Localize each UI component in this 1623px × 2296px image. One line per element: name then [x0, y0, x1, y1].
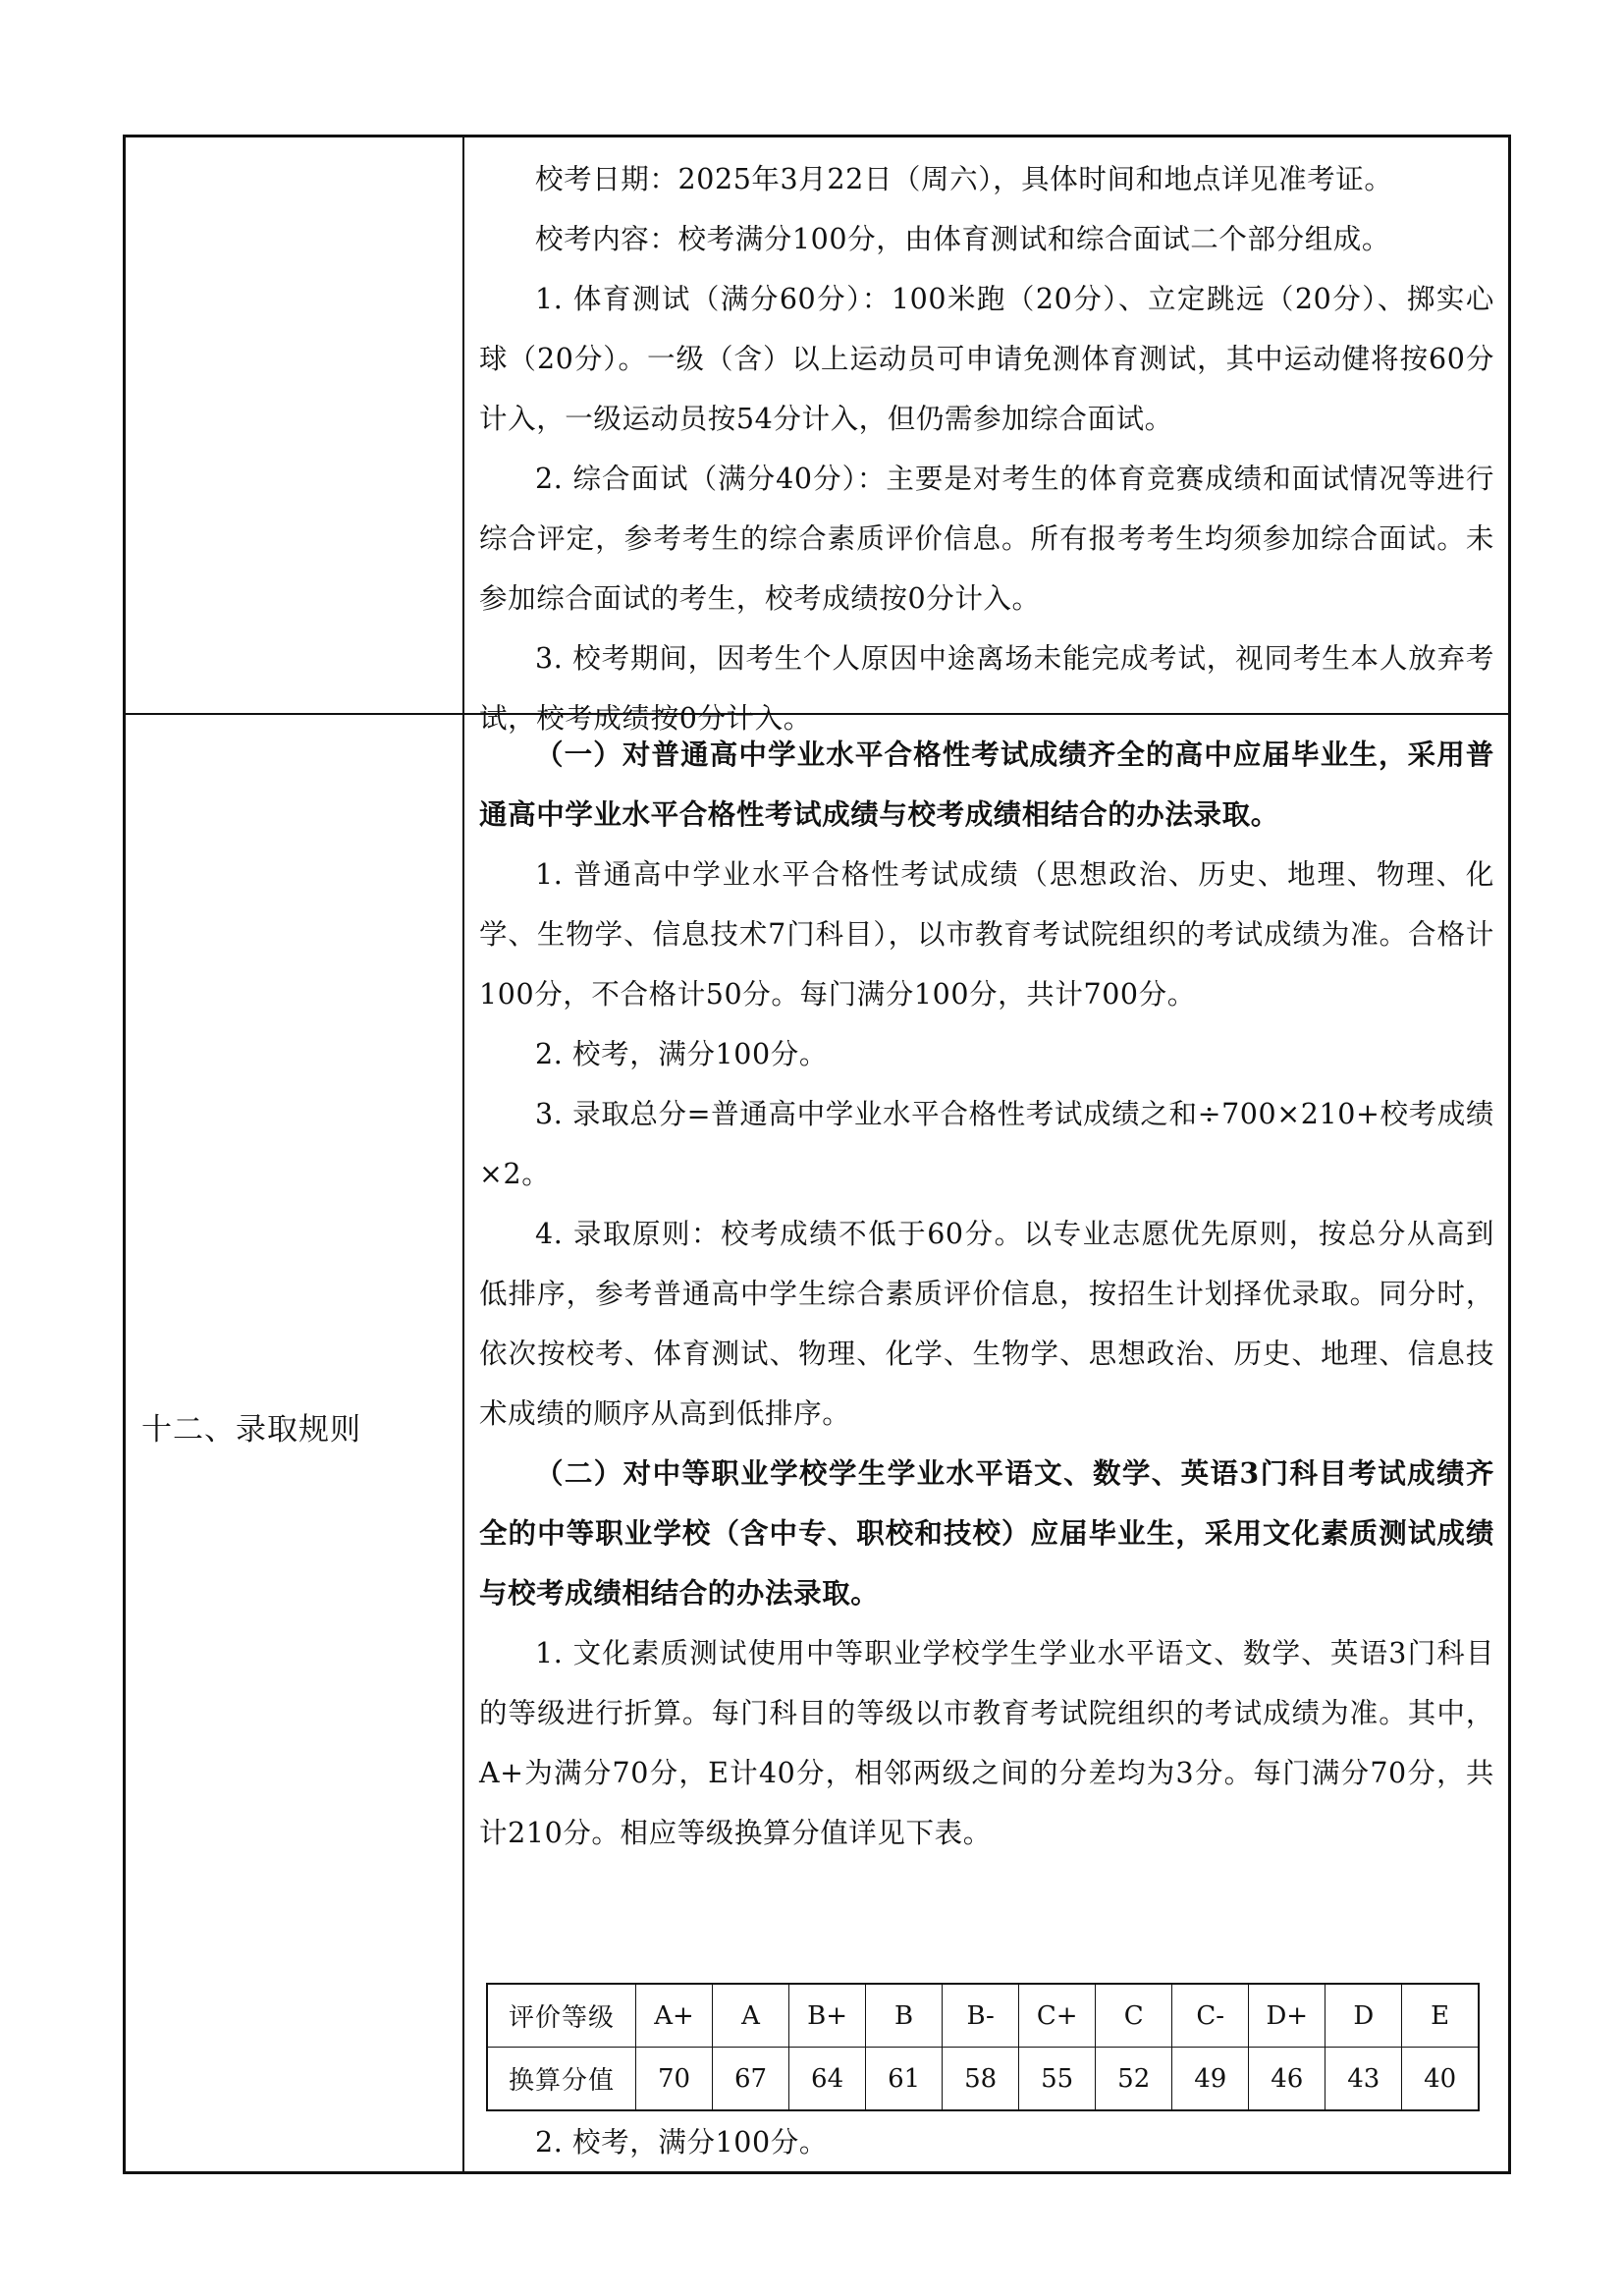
grade-cell: A	[713, 1984, 789, 2048]
grade-cell: B-	[943, 1984, 1019, 2048]
admission-rules-label: 十二、录取规则	[141, 1412, 361, 1448]
grade-cell: B+	[789, 1984, 866, 2048]
admission-rules-cell	[479, 725, 1494, 1863]
exam-leave-paragraph: 3. 校考期间，因考生个人原因中途离场未能完成考试，视同考生本人放弃考试，校考成绩按0分计入。	[479, 642, 1494, 735]
section1-item: 2. 校考，满分100分。	[535, 1038, 828, 1070]
column-divider	[462, 137, 464, 2171]
score-cell: 67	[713, 2048, 789, 2111]
grade-cell: C-	[1172, 1984, 1249, 2048]
section2-heading: （二）对中等职业学校学生学业水平语文、数学、英语3门科目考试成绩齐全的中等职业学校（含中专、职校和技校）应届毕业生，采用文化素质测试成绩与校考成绩相结合的办法录取。	[479, 1456, 1494, 1610]
grade-cell: E	[1402, 1984, 1479, 2048]
score-row	[487, 2048, 1479, 2111]
interview-paragraph: 2. 综合面试（满分40分）：主要是对考生的体育竞赛成绩和面试情况等进行综合评定，参考考生的综合素质评价信息。所有报考考生均须参加综合面试。未参加综合面试的考生，校考成绩按0分计入。	[479, 463, 1494, 615]
section1-item: 1. 普通高中学业水平合格性考试成绩（思想政治、历史、地理、物理、化学、生物学、信息技术7门科目），以市教育考试院组织的考试成绩为准。合格计100分，不合格计50分。每门满分100分，共计700分。	[479, 858, 1494, 1011]
score-header: 换算分值	[487, 2048, 636, 2111]
grade-cell: A+	[636, 1984, 713, 2048]
grade-cell: B	[866, 1984, 943, 2048]
grade-cell: D	[1325, 1984, 1402, 2048]
grade-conversion-table	[486, 1983, 1480, 2111]
grade-header: 评价等级	[487, 1984, 636, 2048]
score-cell: 52	[1096, 2048, 1172, 2111]
grade-cell: C	[1096, 1984, 1172, 2048]
outer-table	[123, 135, 1511, 2174]
sports-test-paragraph: 1. 体育测试（满分60分）：100米跑（20分）、立定跳远（20分）、掷实心球（20分）。一级（含）以上运动员可申请免测体育测试，其中运动健将按60分计入，一级运动员按54分计入，但仍需参加综合面试。	[479, 283, 1494, 435]
exam-date-paragraph: 校考日期：2025年3月22日（周六），具体时间和地点详见准考证。	[535, 163, 1393, 195]
final-item-cell	[479, 2112, 1494, 2172]
score-cell: 46	[1249, 2048, 1325, 2111]
section2-item: 2. 校考，满分100分。	[535, 2126, 828, 2159]
exam-content-cell	[479, 149, 1494, 748]
exam-content-paragraph: 校考内容：校考满分100分，由体育测试和综合面试二个部分组成。	[535, 223, 1390, 255]
score-cell: 61	[866, 2048, 943, 2111]
section1-item: 3. 录取总分=普通高中学业水平合格性考试成绩之和÷700×210+校考成绩×2。	[479, 1098, 1494, 1190]
score-cell: 55	[1019, 2048, 1096, 2111]
section1-heading: （一）对普通高中学业水平合格性考试成绩齐全的高中应届毕业生，采用普通高中学业水平合格性考试成绩与校考成绩相结合的办法录取。	[479, 738, 1494, 831]
grade-row	[487, 1984, 1479, 2048]
score-cell: 64	[789, 2048, 866, 2111]
score-cell: 49	[1172, 2048, 1249, 2111]
section2-item: 1. 文化素质测试使用中等职业学校学生学业水平语文、数学、英语3门科目的等级进行折算。每门科目的等级以市教育考试院组织的考试成绩为准。其中，A+为满分70分，E计40分，相邻两级之间的分差均为3分。每门满分70分，共计210分。相应等级换算分值详见下表。	[479, 1637, 1494, 1849]
grade-cell: D+	[1249, 1984, 1325, 2048]
score-cell: 43	[1325, 2048, 1402, 2111]
section1-item: 4. 录取原则：校考成绩不低于60分。以专业志愿优先原则，按总分从高到低排序，参考普通高中学生综合素质评价信息，按招生计划择优录取。同分时，依次按校考、体育测试、物理、化学、生物学、思想政治、历史、地理、信息技术成绩的顺序从高到低排序。	[479, 1218, 1494, 1430]
grade-cell: C+	[1019, 1984, 1096, 2048]
score-cell: 58	[943, 2048, 1019, 2111]
score-cell: 40	[1402, 2048, 1479, 2111]
score-cell: 70	[636, 2048, 713, 2111]
